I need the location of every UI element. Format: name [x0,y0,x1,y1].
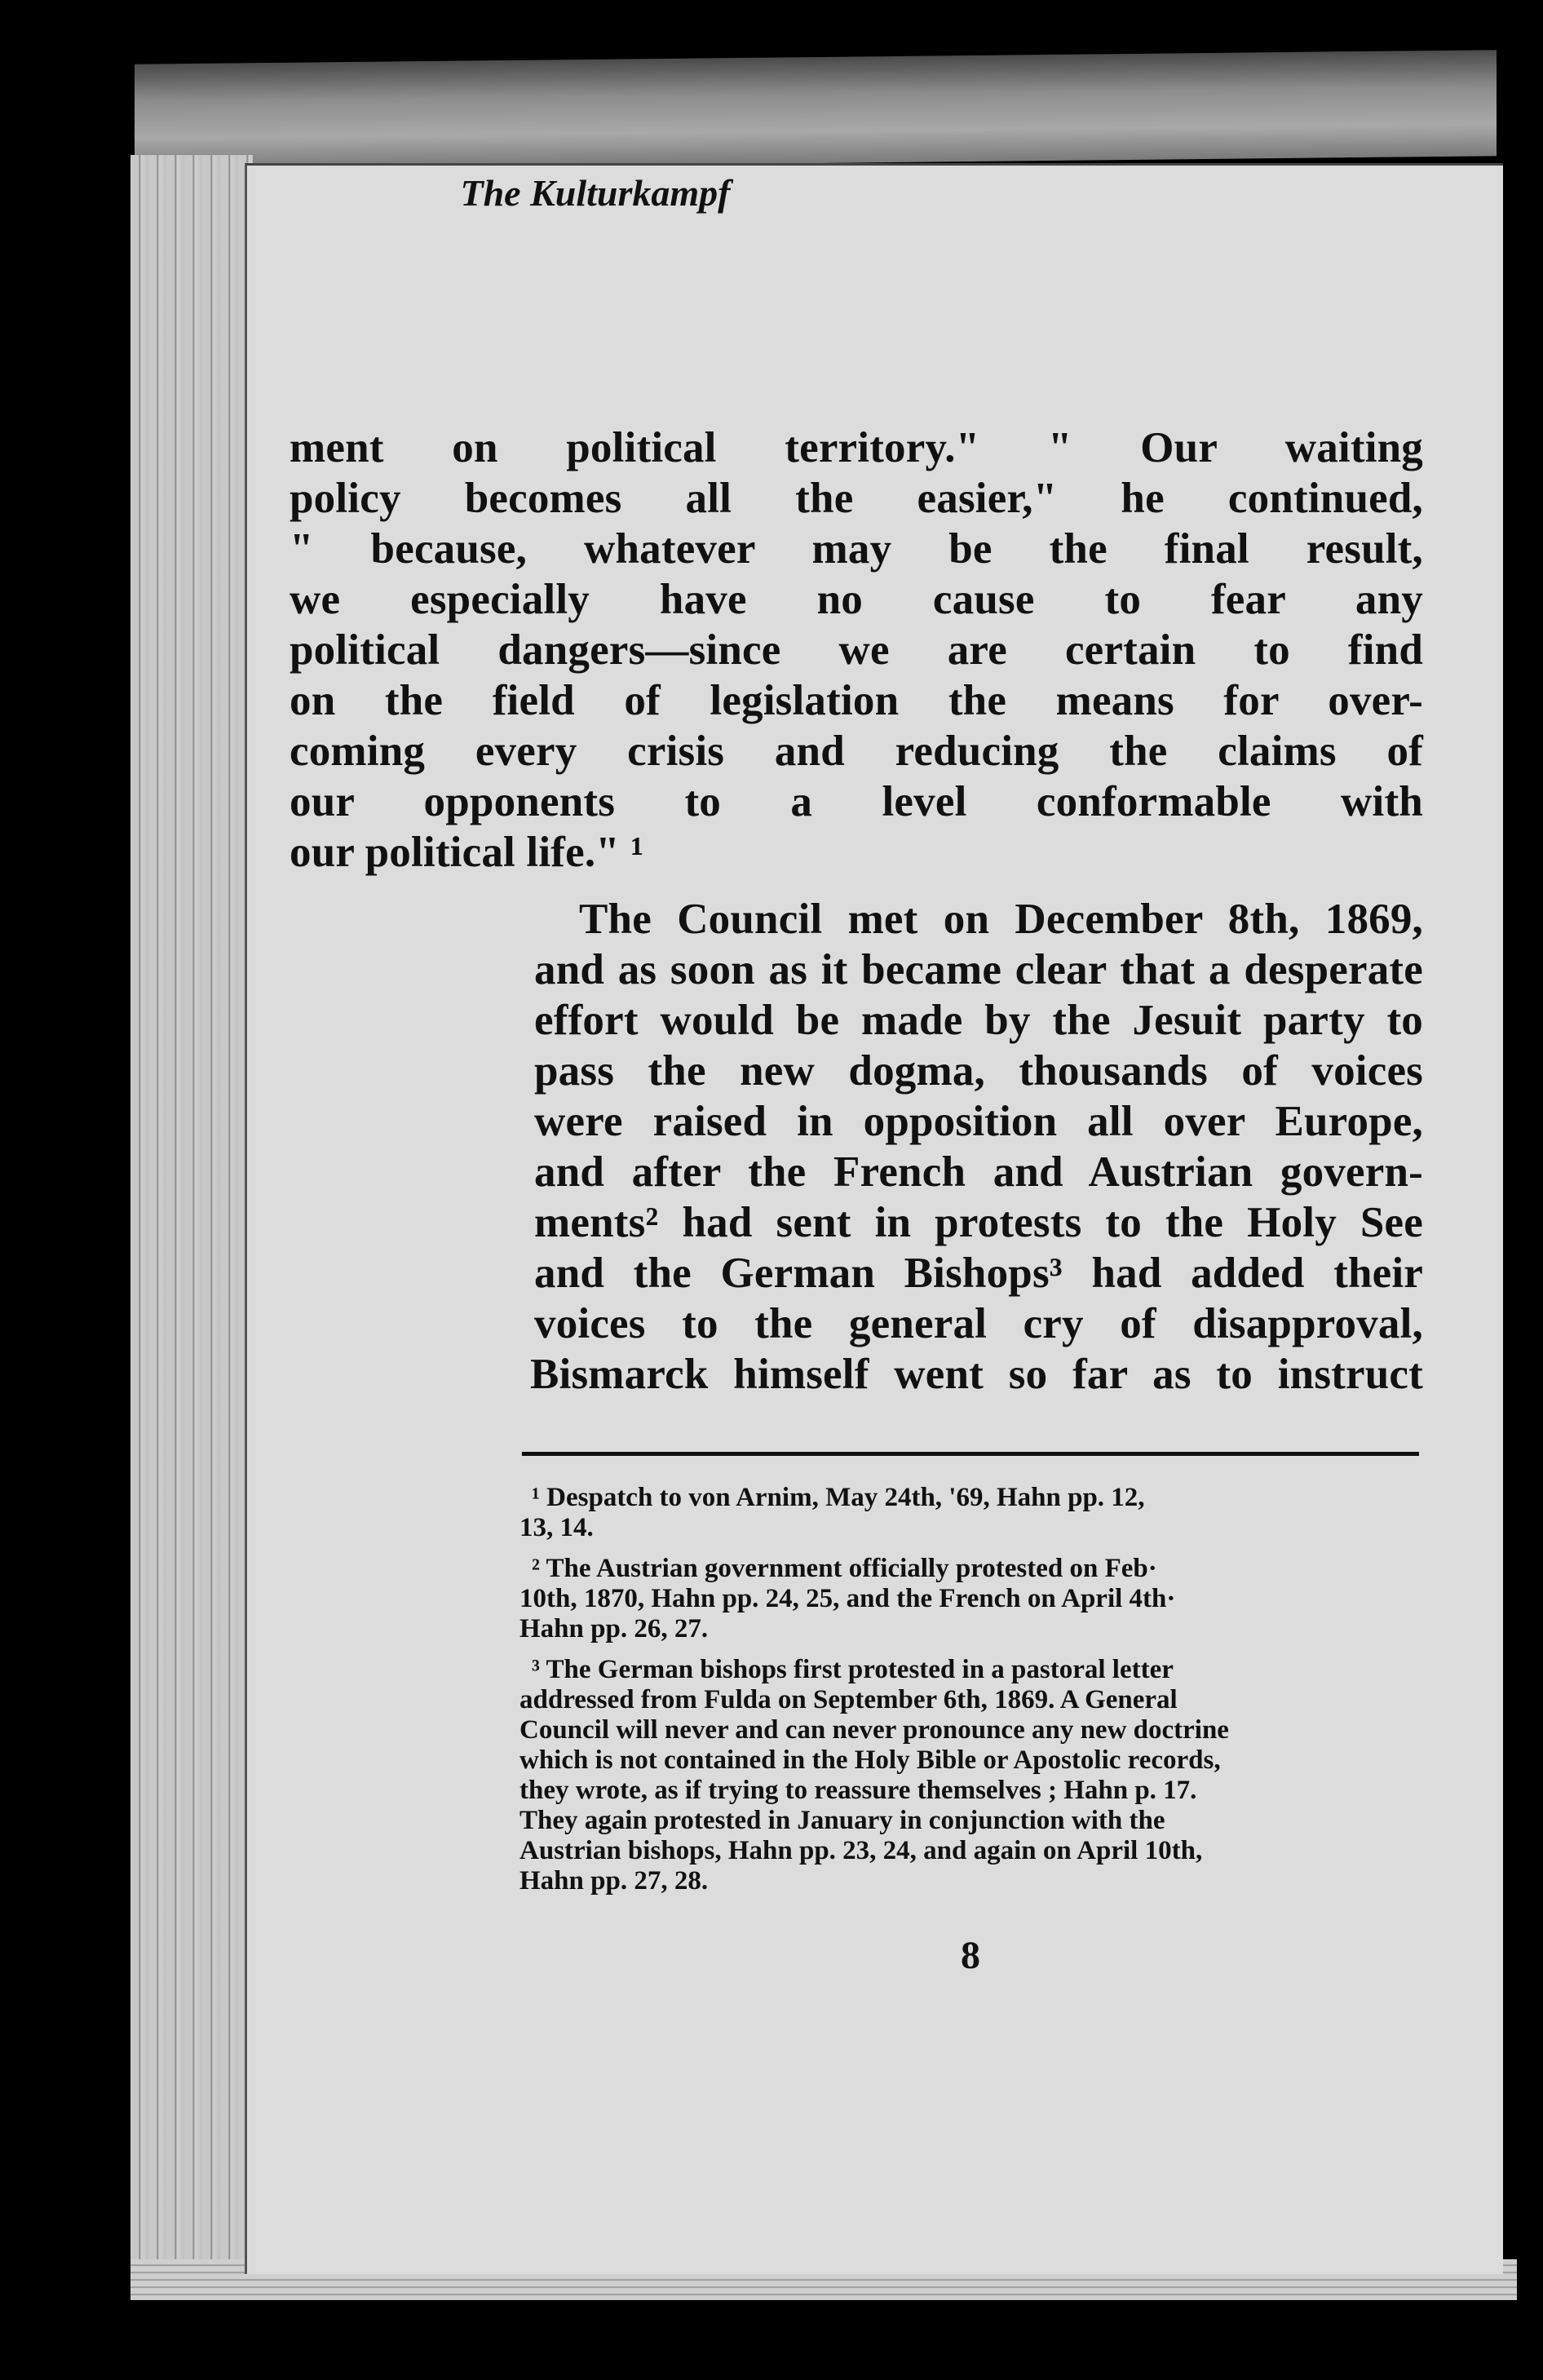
running-head: The Kulturkampf [460,172,731,214]
body-line: ments² had sent in protests to the Holy See [534,1199,1423,1246]
footnote-line: 13, 14. [519,1513,594,1542]
body-line: we especially have no cause to fear any [290,576,1423,623]
body-line: and after the French and Austrian govern- [534,1148,1423,1196]
body-line: effort would be made by the Jesuit party to [534,997,1423,1044]
body-line: " because, whatever may be the final result, [290,525,1423,573]
footnote-rule [522,1452,1419,1456]
page-number: 8 [961,1934,980,1977]
footnote-line: ² The Austrian government officially protested on Feb· [532,1554,1157,1583]
footnote-line: ³ The German bishops first protested in a pastoral letter [532,1655,1174,1684]
footnote-line: They again protested in January in conjunction with the [519,1806,1165,1835]
body-line: our opponents to a level conformable with [290,778,1423,825]
body-line: and the German Bishops³ had added their [534,1250,1423,1297]
body-line: policy becomes all the easier," he continued, [290,475,1423,522]
body-line: coming every crisis and reducing the claims of [290,728,1423,775]
footnote-line: ¹ Despatch to von Arnim, May 24th, '69, Hahn pp. 12, [532,1483,1145,1512]
body-line: our political life." ¹ [290,829,644,876]
footnote-line: Council will never and can never pronounce any new doctrine [519,1715,1229,1745]
page-stack-left-edge [130,155,253,2292]
footnote-line: Hahn pp. 26, 27. [519,1614,709,1643]
body-line: were raised in opposition all over Europe, [534,1098,1423,1145]
body-line: ment on political territory." " Our waiting [290,424,1423,471]
body-line: Bismarck himself went so far as to instruct [530,1351,1423,1398]
body-line: pass the new dogma, thousands of voices [534,1047,1423,1095]
footnote-line: Austrian bishops, Hahn pp. 23, 24, and again on April 10th, [519,1836,1203,1865]
footnote-line: they wrote, as if trying to reassure themselves ; Hahn p. 17. [519,1776,1197,1805]
footnote-line: 10th, 1870, Hahn pp. 24, 25, and the French on April 4th· [519,1584,1176,1613]
body-line: and as soon as it became clear that a desperate [534,946,1423,993]
page-stack-top-edge [135,50,1497,170]
body-line: voices to the general cry of disapproval, [534,1300,1423,1347]
footnote-line: which is not contained in the Holy Bible or Apostolic records, [519,1745,1221,1775]
body-line: on the field of legislation the means for over- [290,677,1423,724]
body-line: political dangers—since we are certain to find [290,626,1423,674]
footnote-line: addressed from Fulda on September 6th, 1869. A General [519,1685,1178,1714]
footnote-line: Hahn pp. 27, 28. [519,1866,709,1896]
body-line: The Council met on December 8th, 1869, [579,896,1423,943]
